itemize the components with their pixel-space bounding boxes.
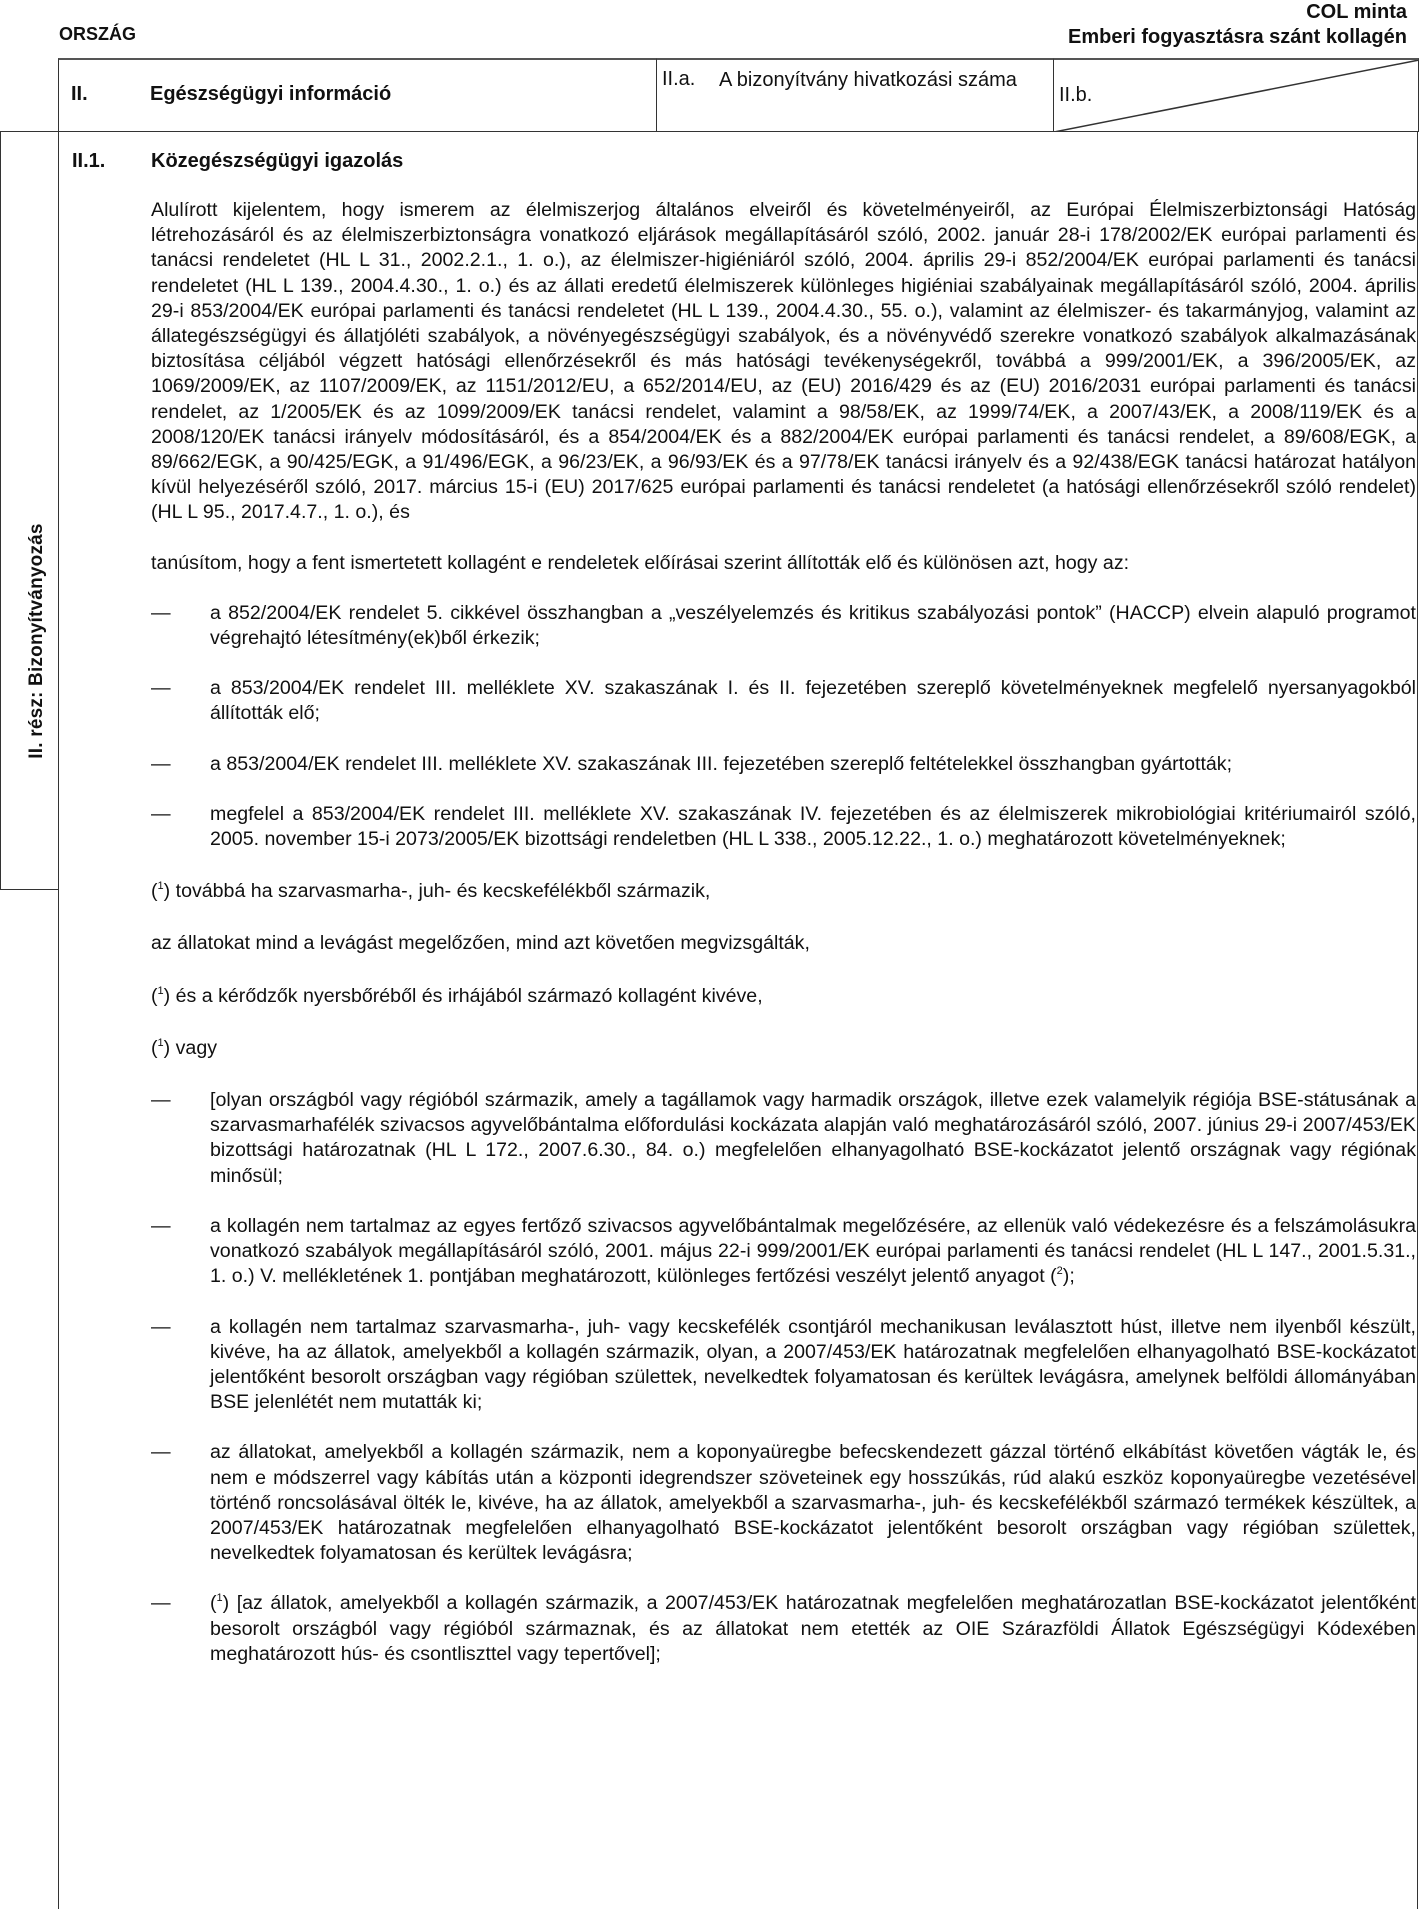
field-iib[interactable] bbox=[1054, 58, 1419, 132]
attestation-body bbox=[151, 198, 1416, 1667]
field-iib-number: II.b. bbox=[1059, 84, 1093, 106]
ref-field-number: II.a. bbox=[662, 68, 696, 90]
ref-field-label: A bizonyítvány hivatkozási száma bbox=[719, 69, 1017, 91]
model-code: COL minta bbox=[1306, 1, 1407, 23]
condition-bovine: ($^1$) továbbá ha szarvasmarha-, juh- és kecskefélékből származik, bbox=[151, 880, 711, 903]
dash-bullet-icon: — bbox=[151, 752, 171, 775]
footnote-ref[interactable]: 1 bbox=[216, 1592, 223, 1605]
list-item: — a 852/2004/EK rendelet 5. cikkével összhangban a „veszélyelemzés és kritikus szabályozási pontok” (HACCP) elvein alapuló programot végrehajtó létesítmény(ek)ből érkezik; bbox=[151, 601, 1416, 650]
list-item: — a 853/2004/EK rendelet III. melléklete XV. szakaszának I. és II. fejezetében szereplő követelményeknek megfelelő nyersanyagokból állították elő; bbox=[151, 677, 1416, 725]
list-item: — megfelel a 853/2004/EK rendelet III. melléklete XV. szakaszának IV. fejezetében és az élelmiszerek mikrobiológiai kritériumairól szóló, 2005. november 15-i 2073/2005/EK bizottsági rendeletben (HL L 338., 2005.12.22., 1. o.) meghatározott követelményeknek; bbox=[151, 802, 1416, 851]
frame-left-border bbox=[58, 131, 59, 1909]
part-label: II. rész: Bizonyítványozás bbox=[26, 523, 47, 759]
list-item: — [olyan országból vagy régióból származik, amely a tagállamok vagy harmadik országok, illetve ezek valamelyik régiója BSE-státusának a szarvasmarhafélék szivacsos agyvelőbántalma előfordulási kockázata alapján való meghatározásáról szóló, 2007. június 29-i 2007/453/EK bizottsági határozatnak (HL L 172., 2007.6.30., 84. o.) megfelelően elhanyagolható BSE-kockázatot jelentő országnak vagy régiónak minősül; bbox=[151, 1089, 1416, 1187]
list-item: — a kollagén nem tartalmaz szarvasmarha-, juh- vagy kecskefélék csontjáról mechanikusan leválasztott húst, illetve nem ilyenből készült, kivéve, ha az állatok, amelyekből a kollagén származik, olyan, a 2007/453/EK határozatnak megfelelően elhanyagolható BSE-kockázatot jelentőként besorolt országban vagy régióban születtek, nevelkedtek folyamatosan és kerültek levágásra, amelynek belföldi állományában BSE jelenlétét nem mutatták ki; bbox=[151, 1315, 1416, 1414]
footnote-ref[interactable]: 2 bbox=[1056, 1265, 1063, 1278]
frame-right-border bbox=[1417, 131, 1418, 1909]
part-side-box bbox=[0, 131, 59, 890]
subsection-title: Közegészségügyi igazolás bbox=[151, 150, 404, 172]
certify-paragraph: tanúsítom, hogy a fent ismertetett kollagént e rendeletek előírásai szerint állították elő és különösen azt, hogy az: bbox=[151, 551, 1130, 574]
certificate-model bbox=[1068, 0, 1407, 50]
dash-bullet-icon: — bbox=[151, 601, 171, 624]
list-item: — ($^1$) [az állatok, amelyekből a kollagén származik, a 2007/453/EK határozatnak megfelelően meghatározatlan BSE-kockázatot jelentőként besorolt országból vagy régióból származnak, és az állatokat nem etették az OIE Szárazföldi Állatok Egészségügyi Kódexében meghatározott hús- és csontliszttel vagy tepertővel]; bbox=[151, 1592, 1416, 1665]
dash-bullet-icon: — bbox=[151, 1441, 171, 1464]
section-title: Egészségügyi információ bbox=[150, 83, 392, 105]
health-info-header bbox=[58, 58, 656, 132]
dash-bullet-icon: — bbox=[151, 1315, 171, 1338]
list-item: — a kollagén nem tartalmaz az egyes fertőző szivacsos agyvelőbántalmak megelőzésére, az ellenük való védekezésre és a felszámolásukra vonatkozó szabályok megállapításáról szóló, 2001. május 22-i 999/2001/EK európai parlamenti és tanácsi rendelet (HL L 147., 2001.5.31., 1. o.) V. mellékletének 1. pontjában meghatározott, különleges fertőzési veszélyt jelentő anyagot ($^2$); bbox=[151, 1214, 1416, 1288]
condition-inspection: az állatokat mind a levágást megelőzően, mind azt követően megvizsgálták, bbox=[151, 932, 810, 955]
dash-bullet-icon: — bbox=[151, 677, 171, 700]
dash-bullet-icon: — bbox=[151, 1089, 171, 1112]
list-item: — az állatokat, amelyekből a kollagén származik, nem a koponyaüregbe befecskendezett gázzal történő elkábítást követően vágták le, és nem e módszerrel vagy kábítás után a központi idegrendszer szöveteinek egy hosszúkás, rúd alakú eszköz koponyaüregbe vezetésével történő roncsolásával ölték le, kivéve, ha az állatok, amelyekből a szarvasmarha-, juh- és kecskefélékből származó termékek készültek, a 2007/453/EK határozatnak megfelelően elhanyagolható BSE-kockázatot jelentőként besorolt országban vagy régióban születtek, nevelkedtek folyamatosan és kerültek levágásra; bbox=[151, 1441, 1416, 1565]
model-description: Emberi fogyasztásra szánt kollagén bbox=[1067, 26, 1407, 48]
subsection-number: II.1. bbox=[72, 150, 106, 172]
frame-divider bbox=[0, 131, 1419, 132]
dash-bullet-icon: — bbox=[151, 1592, 171, 1615]
section-number: II. bbox=[71, 83, 88, 105]
footnote-ref[interactable]: 1 bbox=[157, 984, 164, 997]
intro-paragraph: Alulírott kijelentem, hogy ismerem az élelmiszerjog általános elveiről és követelményeiről, az Európai Élelmiszerbiztonsági Hatóság létrehozásáról és az élelmiszerbiztonságra vonatkozó eljárások megállapításáról szóló, 2002. január 28-i 178/2002/EK európai parlamenti és tanácsi rendeletet (HL L 31., 2002.2.1., 1. o.), az élelmiszer-higiéniáról szóló, 2004. április 29-i 852/2004/EK európai parlamenti és tanácsi rendeletet (HL L 139., 2004.4.30., 1. o.) és az állati eredetű élelmiszerek különleges higiéniai szabályainak megállapításáról szóló, 2004. április 29-i 853/2004/EK európai parlamenti és tanácsi rendeletet (HL L 139., 2004.4.30., 55. o.), valamint az élelmiszer- és takarmányjog, valamint az állategészségügyi és állatjóléti szabályok, a növényegészségügyi szabályok, és a növényvédő szerekre vonatkozó szabályok alkalmazásának biztosítása céljából végzett hatósági ellenőrzésekről és más hatósági tevékenységekről, továbbá a 999/2001/EK, a 396/2005/EK, az 1069/2009/EK, az 1107/2009/EK, az 1151/2012/EU, a 652/2014/EU, az (EU) 2016/429 és az (EU) 2016/2031 európai parlamenti és tanácsi rendelet, az 1/2005/EK és az 1099/2009/EK tanácsi rendelet, valamint a 98/58/EK, az 1999/74/EK, a 2007/43/EK, a 2008/119/EK és a 2008/120/EK tanácsi irányelv módosításáról, és a 854/2004/EK és a 882/2004/EK európai parlamenti és tanácsi rendelet, a 89/608/EGK, a 89/662/EGK, a 90/425/EGK, a 91/496/EGK, a 96/23/EK, a 96/93/EK és a 97/78/EK tanácsi irányelv és a 92/438/EGK tanácsi határozat hatályon kívül helyezéséről szóló, 2017. március 15-i (EU) 2017/625 európai parlamenti és tanácsi rendeletet (a hatósági ellenőrzésekről szóló rendelet) (HL L 95., 2017.4.7., 1. o.), és bbox=[151, 199, 1416, 524]
list-item: — a 853/2004/EK rendelet III. melléklete XV. szakaszának III. fejezetében szereplő feltételekkel összhangban gyártották; bbox=[151, 752, 1416, 777]
dash-bullet-icon: — bbox=[151, 1214, 171, 1237]
footnote-ref[interactable]: 1 bbox=[157, 880, 164, 893]
certificate-reference-field[interactable] bbox=[656, 58, 1054, 132]
condition-or: ($^1$) vagy bbox=[151, 1036, 218, 1059]
strike-diagonal-icon bbox=[1054, 60, 1419, 132]
footnote-ref[interactable]: 1 bbox=[157, 1036, 164, 1049]
condition-hides: ($^1$) és a kérődzők nyersbőréből és irhájából származó kollagént kivéve, bbox=[151, 984, 763, 1007]
country-label: ORSZÁG bbox=[59, 24, 137, 44]
dash-bullet-icon: — bbox=[151, 802, 171, 825]
